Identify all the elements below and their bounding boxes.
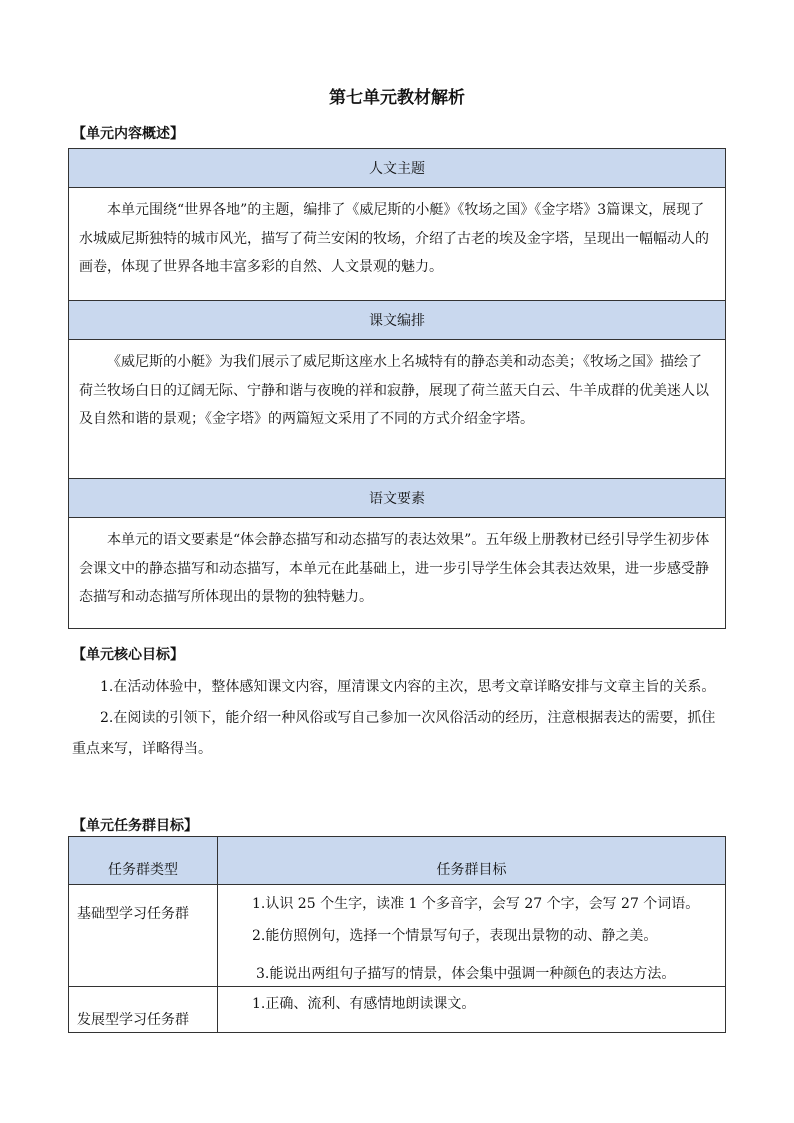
task-goals-heading: 【单元任务群目标】 [72,818,198,834]
task-type-basic: 基础型学习任务群 [69,885,218,987]
overview-table [68,148,726,629]
core-goal-item: 1.在活动体验中，整体感知课文内容，厘清课文内容的主次，思考文章详略安排与文章主旨的关系。 [100,679,716,695]
task-goals-basic [218,885,726,987]
theme-content: 本单元围绕“世界各地”的主题，编排了《威尼斯的小艇》《牧场之国》《金字塔》3篇课文，展现了水城威尼斯独特的城市风光，描写了荷兰安闲的牧场，介绍了古老的埃及金字塔，呈现出一幅幅动人的画卷，体现了世界各地丰富多彩的自然、人文景观的魅力。 [69,188,726,301]
arrangement-header: 课文编排 [69,301,726,340]
task-goals-development [218,987,726,1033]
task-goal-item: 1.正确、流利、有感情地朗读课文。 [252,996,476,1012]
core-goals-heading: 【单元核心目标】 [72,647,184,663]
arrangement-content: 《威尼斯的小艇》为我们展示了威尼斯这座水上名城特有的静态美和动态美；《牧场之国》描绘了荷兰牧场白日的辽阔无际、宁静和谐与夜晚的祥和寂静，展现了荷兰蓝天白云、牛羊成群的优美迷人以及自然和谐的景观；《金字塔》的两篇短文采用了不同的方式介绍金字塔。 [69,340,726,479]
overview-heading: 【单元内容概述】 [72,126,184,142]
task-goal-item: 1.认识 25 个生字，读准 1 个多音字，会写 27 个字，会写 27 个词语。 [252,896,700,912]
task-type-development: 发展型学习任务群 [69,987,218,1033]
task-table [68,836,726,1033]
elements-content: 本单元的语文要素是“体会静态描写和动态描写的表达效果”。五年级上册教材已经引导学生初步体会课文中的静态描写和动态描写，本单元在此基础上，进一步引导学生体会其表达效果，进一步感受静态描写和动态描写所体现出的景物的独特魅力。 [69,518,726,629]
task-goal-item: 3.能说出两组句子描写的情景，体会集中强调一种颜色的表达方法。 [256,966,676,982]
elements-header: 语文要素 [69,479,726,518]
core-goals-list [72,672,722,765]
page-title: 第七单元教材解析 [329,88,465,108]
col-goal-header: 任务群目标 [218,837,726,885]
core-goal-item: 2.在阅读的引领下，能介绍一种风俗或写自己参加一次风俗活动的经历，注意根据表达的需要，抓住重点来写，详略得当。 [72,710,716,757]
col-type-header: 任务群类型 [69,837,218,885]
theme-header: 人文主题 [69,149,726,188]
task-goal-item: 2.能仿照例句，选择一个情景写句子，表现出景物的动、静之美。 [252,928,658,944]
